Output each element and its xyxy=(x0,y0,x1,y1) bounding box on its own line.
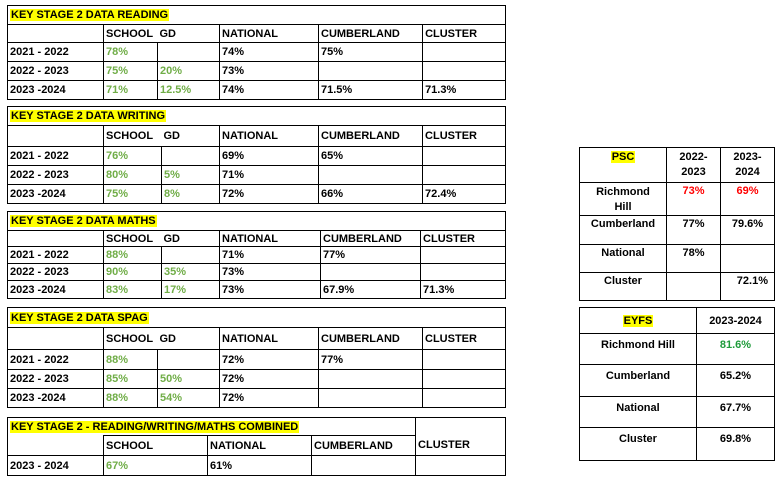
maths-table xyxy=(7,211,506,299)
reading-title: KEY STAGE 2 DATA READING xyxy=(11,9,169,21)
cluster-cell xyxy=(416,456,506,476)
national-cell: 72% xyxy=(220,185,319,204)
table-row xyxy=(580,273,775,301)
gd-cell: 8% xyxy=(162,185,220,204)
gd-cell: 12.5% xyxy=(158,81,220,100)
psc-label-richmond-hill: Richmond Hill xyxy=(580,183,667,216)
psc-value-cell: 69% xyxy=(721,183,775,216)
writing-table xyxy=(7,106,506,204)
table-row xyxy=(580,365,775,397)
combined-table xyxy=(7,417,506,476)
psc-value-cell: 78% xyxy=(667,245,721,273)
year-cell: 2021 - 2022 xyxy=(8,147,104,166)
table-row xyxy=(580,397,775,428)
school-cell: 78% xyxy=(104,43,158,62)
reading-header-cluster: CLUSTER xyxy=(423,25,506,43)
eyfs-label-cell: Cumberland xyxy=(580,365,697,397)
spag-table xyxy=(7,307,506,408)
school-cell: 67% xyxy=(104,456,208,476)
national-cell: 71% xyxy=(220,166,319,185)
table-row xyxy=(8,81,506,100)
table-row xyxy=(8,264,506,281)
national-cell: 72% xyxy=(220,350,319,370)
national-cell: 61% xyxy=(208,456,312,476)
maths-header-cumberland: CUMBERLAND xyxy=(321,231,421,247)
eyfs-header-2023-2024: 2023-2024 xyxy=(697,308,775,334)
cumberland-cell xyxy=(319,62,423,81)
psc-header-2023-2024: 2023- 2024 xyxy=(721,148,775,183)
combined-header-row xyxy=(8,436,506,456)
table-row xyxy=(8,389,506,408)
eyfs-table xyxy=(579,307,775,461)
national-cell: 74% xyxy=(220,43,319,62)
psc-label-cell: Cumberland xyxy=(580,216,667,245)
cluster-cell: 71.3% xyxy=(421,281,506,299)
table-row xyxy=(8,247,506,264)
school-cell: 88% xyxy=(104,389,158,408)
year-cell: 2021 - 2022 xyxy=(8,43,104,62)
school-cell: 71% xyxy=(104,81,158,100)
maths-title-cell xyxy=(8,212,421,231)
school-cell: 80% xyxy=(104,166,162,185)
spag-header-cumberland: CUMBERLAND xyxy=(319,328,423,350)
reading-table xyxy=(7,5,506,100)
cumberland-cell: 65% xyxy=(319,147,423,166)
school-cell: 88% xyxy=(104,350,158,370)
table-row xyxy=(8,62,506,81)
psc-value-cell: 79.6% xyxy=(721,216,775,245)
table-row xyxy=(8,370,506,389)
school-cell: 75% xyxy=(104,185,162,204)
gd-cell xyxy=(162,247,220,264)
eyfs-title-cell xyxy=(580,308,697,334)
cluster-cell xyxy=(423,62,506,81)
combined-title: KEY STAGE 2 - READING/WRITING/MATHS COMBINED xyxy=(11,420,299,433)
cluster-cell: 72.4% xyxy=(423,185,506,204)
spag-title: KEY STAGE 2 DATA SPAG xyxy=(11,311,148,324)
eyfs-label-cell: Richmond Hill xyxy=(580,334,697,365)
combined-title-cell xyxy=(8,418,416,436)
spag-header-school: SCHOOL xyxy=(104,328,158,350)
cumberland-cell xyxy=(312,456,416,476)
year-cell: 2023 -2024 xyxy=(8,389,104,408)
gd-cell: 5% xyxy=(162,166,220,185)
psc-value-cell: 77% xyxy=(667,216,721,245)
combined-header-school: SCHOOL xyxy=(104,436,208,456)
cumberland-cell: 77% xyxy=(321,247,421,264)
psc-header-row xyxy=(580,148,775,183)
writing-header-cluster: CLUSTER xyxy=(423,126,506,147)
table-row xyxy=(580,334,775,365)
cumberland-cell: 77% xyxy=(319,350,423,370)
cluster-cell xyxy=(423,43,506,62)
national-cell: 71% xyxy=(220,247,321,264)
cluster-cell xyxy=(423,370,506,389)
table-row xyxy=(580,183,775,216)
table-row xyxy=(8,185,506,204)
cumberland-cell: 67.9% xyxy=(321,281,421,299)
school-cell: 83% xyxy=(104,281,162,299)
national-cell: 74% xyxy=(220,81,319,100)
national-cell: 73% xyxy=(220,281,321,299)
cumberland-cell: 75% xyxy=(319,43,423,62)
psc-header-2022-2023: 2022- 2023 xyxy=(667,148,721,183)
cluster-cell xyxy=(421,264,506,281)
psc-value-cell xyxy=(667,273,721,301)
table-row xyxy=(580,245,775,273)
eyfs-value-cell: 67.7% xyxy=(697,397,775,428)
eyfs-header-row xyxy=(580,308,775,334)
school-cell: 75% xyxy=(104,62,158,81)
cumberland-cell xyxy=(321,264,421,281)
spag-header-row xyxy=(8,328,506,350)
cluster-cell: 71.3% xyxy=(423,81,506,100)
year-cell: 2022 - 2023 xyxy=(8,370,104,389)
national-cell: 72% xyxy=(220,370,319,389)
cluster-cell xyxy=(423,350,506,370)
table-row xyxy=(8,281,506,299)
spag-header-cluster: CLUSTER xyxy=(423,328,506,350)
maths-header-national: NATIONAL xyxy=(220,231,321,247)
writing-header-national: NATIONAL xyxy=(220,126,319,147)
eyfs-label-cell: National xyxy=(580,397,697,428)
gd-cell: 50% xyxy=(158,370,220,389)
national-cell: 73% xyxy=(220,62,319,81)
gd-cell xyxy=(158,43,220,62)
psc-label-cell: Cluster xyxy=(580,273,667,301)
table-row xyxy=(8,350,506,370)
writing-title: KEY STAGE 2 DATA WRITING xyxy=(11,110,166,122)
gd-cell: 17% xyxy=(162,281,220,299)
reading-header-school: SCHOOL xyxy=(104,25,158,43)
writing-header-row xyxy=(8,126,506,147)
gd-cell xyxy=(162,147,220,166)
year-cell: 2023 -2024 xyxy=(8,281,104,299)
reading-header-row xyxy=(8,25,506,43)
spag-title-cell xyxy=(8,308,423,328)
writing-title-cell xyxy=(8,107,423,126)
cumberland-cell xyxy=(319,166,423,185)
reading-header-gd: GD xyxy=(158,25,220,43)
cluster-cell xyxy=(423,147,506,166)
cumberland-cell xyxy=(319,370,423,389)
writing-header-gd: GD xyxy=(162,126,220,147)
spag-header-gd: GD xyxy=(158,328,220,350)
reading-header-national: NATIONAL xyxy=(220,25,319,43)
combined-header-national: NATIONAL xyxy=(208,436,312,456)
combined-header-cumberland: CUMBERLAND xyxy=(312,436,416,456)
year-cell: 2021 - 2022 xyxy=(8,350,104,370)
writing-header-cumberland: CUMBERLAND xyxy=(319,126,423,147)
year-cell: 2022 - 2023 xyxy=(8,264,104,281)
school-cell: 88% xyxy=(104,247,162,264)
psc-table xyxy=(579,147,775,301)
eyfs-value-cell: 69.8% xyxy=(697,428,775,461)
eyfs-value-cell: 81.6% xyxy=(697,334,775,365)
reading-title-cell xyxy=(8,6,423,25)
combined-header-cluster: CLUSTER xyxy=(416,436,506,456)
gd-cell: 20% xyxy=(158,62,220,81)
table-row xyxy=(580,216,775,245)
psc-value-cell: 73% xyxy=(667,183,721,216)
year-cell: 2023 -2024 xyxy=(8,81,104,100)
maths-header-cluster: CLUSTER xyxy=(421,231,506,247)
maths-header-row xyxy=(8,231,506,247)
psc-value-cell: 72.1% xyxy=(721,273,775,301)
maths-title: KEY STAGE 2 DATA MATHS xyxy=(11,215,156,227)
cluster-cell xyxy=(423,166,506,185)
cumberland-cell xyxy=(319,389,423,408)
table-row xyxy=(8,147,506,166)
year-cell: 2021 - 2022 xyxy=(8,247,104,264)
gd-cell xyxy=(158,350,220,370)
maths-header-gd: GD xyxy=(162,231,220,247)
psc-label-cell: National xyxy=(580,245,667,273)
gd-cell: 54% xyxy=(158,389,220,408)
reading-header-cumberland: CUMBERLAND xyxy=(319,25,423,43)
psc-title: PSC xyxy=(611,151,635,163)
table-row xyxy=(8,166,506,185)
eyfs-title: EYFS xyxy=(623,314,653,327)
table-row xyxy=(8,456,506,476)
eyfs-value-cell: 65.2% xyxy=(697,365,775,397)
spag-header-national: NATIONAL xyxy=(220,328,319,350)
school-cell: 90% xyxy=(104,264,162,281)
national-cell: 73% xyxy=(220,264,321,281)
maths-header-school: SCHOOL xyxy=(104,231,162,247)
year-cell: 2023 - 2024 xyxy=(8,456,104,476)
year-cell: 2022 - 2023 xyxy=(8,166,104,185)
table-row xyxy=(580,428,775,461)
year-cell: 2023 -2024 xyxy=(8,185,104,204)
gd-cell: 35% xyxy=(162,264,220,281)
year-cell: 2022 - 2023 xyxy=(8,62,104,81)
school-cell: 85% xyxy=(104,370,158,389)
psc-value-cell xyxy=(721,245,775,273)
table-row xyxy=(8,43,506,62)
school-cell: 76% xyxy=(104,147,162,166)
cluster-cell xyxy=(421,247,506,264)
cumberland-cell: 66% xyxy=(319,185,423,204)
national-cell: 69% xyxy=(220,147,319,166)
national-cell: 72% xyxy=(220,389,319,408)
cumberland-cell: 71.5% xyxy=(319,81,423,100)
cluster-cell xyxy=(423,389,506,408)
eyfs-label-cell: Cluster xyxy=(580,428,697,461)
writing-header-school: SCHOOL xyxy=(104,126,162,147)
